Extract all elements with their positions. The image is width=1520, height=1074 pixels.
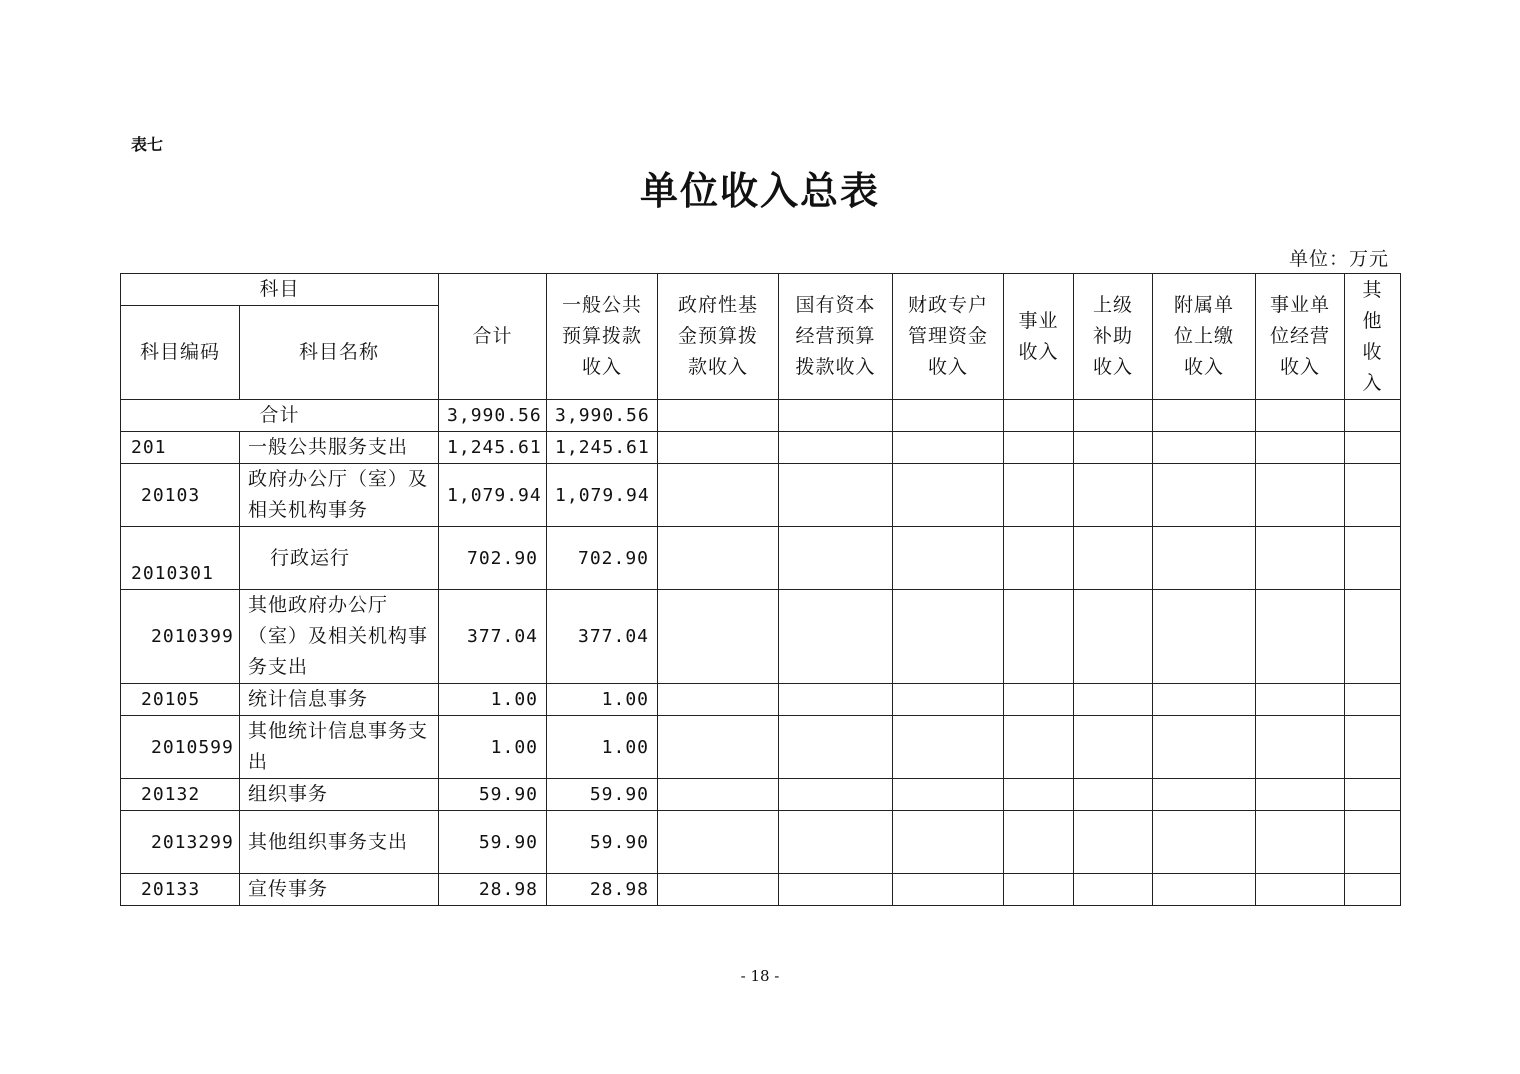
empty-cell <box>1004 779 1074 811</box>
row-code: 20133 <box>121 874 240 906</box>
row-total: 59.90 <box>439 779 547 811</box>
empty-cell <box>1004 811 1074 874</box>
empty-cell <box>893 400 1004 432</box>
empty-cell <box>1004 400 1074 432</box>
empty-cell <box>1345 779 1401 811</box>
empty-cell <box>1153 464 1256 527</box>
col-header-fiscal-special: 财政专户 管理资金 收入 <box>893 274 1004 400</box>
empty-cell <box>1074 779 1153 811</box>
col-header-affiliate-remit: 附属单 位上缴 收入 <box>1153 274 1256 400</box>
unit-note: 单位：万元 <box>1288 248 1389 270</box>
empty-cell <box>1256 716 1345 779</box>
empty-cell <box>1004 874 1074 906</box>
empty-cell <box>1256 464 1345 527</box>
empty-cell <box>779 432 893 464</box>
empty-cell <box>658 590 779 684</box>
empty-cell <box>658 432 779 464</box>
row-name: 其他组织事务支出 <box>240 811 439 874</box>
row-total: 1.00 <box>439 716 547 779</box>
empty-cell <box>1153 811 1256 874</box>
col-header-code: 科目编码 <box>121 306 240 400</box>
empty-cell <box>1004 527 1074 590</box>
empty-cell <box>1153 432 1256 464</box>
row-general-budget: 1,079.94 <box>547 464 658 527</box>
table-row <box>121 684 1401 716</box>
empty-cell <box>1256 590 1345 684</box>
empty-cell <box>893 432 1004 464</box>
empty-cell <box>1345 684 1401 716</box>
income-summary-table <box>120 273 1401 906</box>
empty-cell <box>658 684 779 716</box>
empty-cell <box>1004 684 1074 716</box>
empty-cell <box>893 527 1004 590</box>
empty-cell <box>658 527 779 590</box>
table-row <box>121 811 1401 874</box>
empty-cell <box>1153 716 1256 779</box>
col-header-superior-subsidy: 上级 补助 收入 <box>1074 274 1153 400</box>
empty-cell <box>1074 811 1153 874</box>
empty-cell <box>1256 527 1345 590</box>
empty-cell <box>1345 590 1401 684</box>
row-total: 1.00 <box>439 684 547 716</box>
empty-cell <box>1345 464 1401 527</box>
row-name: 一般公共服务支出 <box>240 432 439 464</box>
empty-cell <box>893 464 1004 527</box>
empty-cell <box>1345 527 1401 590</box>
empty-cell <box>658 716 779 779</box>
empty-cell <box>1074 684 1153 716</box>
empty-cell <box>658 811 779 874</box>
row-general-budget: 377.04 <box>547 590 658 684</box>
table-row <box>121 716 1401 779</box>
row-code: 20105 <box>121 684 240 716</box>
empty-cell <box>1074 590 1153 684</box>
empty-cell <box>1345 432 1401 464</box>
row-name: 其他统计信息事务支出 <box>240 716 439 779</box>
col-header-total: 合计 <box>439 274 547 400</box>
row-total: 377.04 <box>439 590 547 684</box>
row-general-budget: 702.90 <box>547 527 658 590</box>
empty-cell <box>1074 400 1153 432</box>
table-row <box>121 779 1401 811</box>
empty-cell <box>1004 590 1074 684</box>
col-header-gov-fund: 政府性基 金预算拨 款收入 <box>658 274 779 400</box>
row-code: 2013299 <box>121 811 240 874</box>
empty-cell <box>1256 400 1345 432</box>
row-total: 28.98 <box>439 874 547 906</box>
row-code: 201 <box>121 432 240 464</box>
document-title: 单位收入总表 <box>639 168 880 213</box>
empty-cell <box>893 684 1004 716</box>
row-general-budget: 1.00 <box>547 684 658 716</box>
page-number: - 18 - <box>740 967 780 985</box>
row-code: 2010399 <box>121 590 240 684</box>
empty-cell <box>779 811 893 874</box>
empty-cell <box>779 874 893 906</box>
table-row <box>121 527 1401 590</box>
table-row <box>121 432 1401 464</box>
row-general-budget: 28.98 <box>547 874 658 906</box>
empty-cell <box>893 590 1004 684</box>
table-row <box>121 464 1401 527</box>
row-name: 统计信息事务 <box>240 684 439 716</box>
row-code: 20103 <box>121 464 240 527</box>
subject-group-header: 科目 <box>121 274 439 306</box>
empty-cell <box>779 464 893 527</box>
empty-cell <box>1256 874 1345 906</box>
table-label: 表七 <box>131 135 164 154</box>
empty-cell <box>658 400 779 432</box>
empty-cell <box>1345 716 1401 779</box>
col-header-other-income: 其 他 收 入 <box>1345 274 1401 400</box>
row-general-budget: 59.90 <box>547 779 658 811</box>
row-code: 2010301 <box>121 527 240 590</box>
empty-cell <box>1074 874 1153 906</box>
empty-cell <box>1004 464 1074 527</box>
empty-cell <box>1345 400 1401 432</box>
row-code: 20132 <box>121 779 240 811</box>
empty-cell <box>779 527 893 590</box>
row-name: 组织事务 <box>240 779 439 811</box>
empty-cell <box>1153 684 1256 716</box>
empty-cell <box>1004 432 1074 464</box>
empty-cell <box>1153 590 1256 684</box>
empty-cell <box>1074 716 1153 779</box>
empty-cell <box>658 874 779 906</box>
empty-cell <box>893 811 1004 874</box>
empty-cell <box>779 400 893 432</box>
row-general-budget: 59.90 <box>547 811 658 874</box>
row-total: 702.90 <box>439 527 547 590</box>
row-name: 政府办公厅（室）及相关机构事务 <box>240 464 439 527</box>
row-general-budget: 1.00 <box>547 716 658 779</box>
table-row <box>121 590 1401 684</box>
empty-cell <box>1004 716 1074 779</box>
empty-cell <box>893 779 1004 811</box>
empty-cell <box>658 464 779 527</box>
empty-cell <box>779 590 893 684</box>
empty-cell <box>893 716 1004 779</box>
row-total: 1,245.61 <box>439 432 547 464</box>
col-header-business-income: 事业 收入 <box>1004 274 1074 400</box>
total-row-total: 3,990.56 <box>439 400 547 432</box>
row-total: 59.90 <box>439 811 547 874</box>
row-name: 其他政府办公厅（室）及相关机构事务支出 <box>240 590 439 684</box>
empty-cell <box>1153 874 1256 906</box>
col-header-state-capital: 国有资本 经营预算 拨款收入 <box>779 274 893 400</box>
empty-cell <box>779 779 893 811</box>
table-row <box>121 874 1401 906</box>
col-header-operating-income: 事业单 位经营 收入 <box>1256 274 1345 400</box>
empty-cell <box>658 779 779 811</box>
empty-cell <box>1345 811 1401 874</box>
empty-cell <box>1256 779 1345 811</box>
empty-cell <box>893 874 1004 906</box>
row-name: 宣传事务 <box>240 874 439 906</box>
empty-cell <box>1345 874 1401 906</box>
empty-cell <box>1153 400 1256 432</box>
empty-cell <box>1153 779 1256 811</box>
total-row-label: 合计 <box>121 400 439 432</box>
col-header-general-budget: 一般公共 预算拨款 收入 <box>547 274 658 400</box>
total-row <box>121 400 1401 432</box>
row-total: 1,079.94 <box>439 464 547 527</box>
empty-cell <box>1256 811 1345 874</box>
empty-cell <box>779 684 893 716</box>
empty-cell <box>779 716 893 779</box>
total-row-general-budget: 3,990.56 <box>547 400 658 432</box>
row-code: 2010599 <box>121 716 240 779</box>
empty-cell <box>1074 432 1153 464</box>
row-general-budget: 1,245.61 <box>547 432 658 464</box>
empty-cell <box>1074 464 1153 527</box>
empty-cell <box>1153 527 1256 590</box>
empty-cell <box>1074 527 1153 590</box>
col-header-name: 科目名称 <box>240 306 439 400</box>
empty-cell <box>1256 432 1345 464</box>
empty-cell <box>1256 684 1345 716</box>
row-name: 行政运行 <box>240 527 439 590</box>
